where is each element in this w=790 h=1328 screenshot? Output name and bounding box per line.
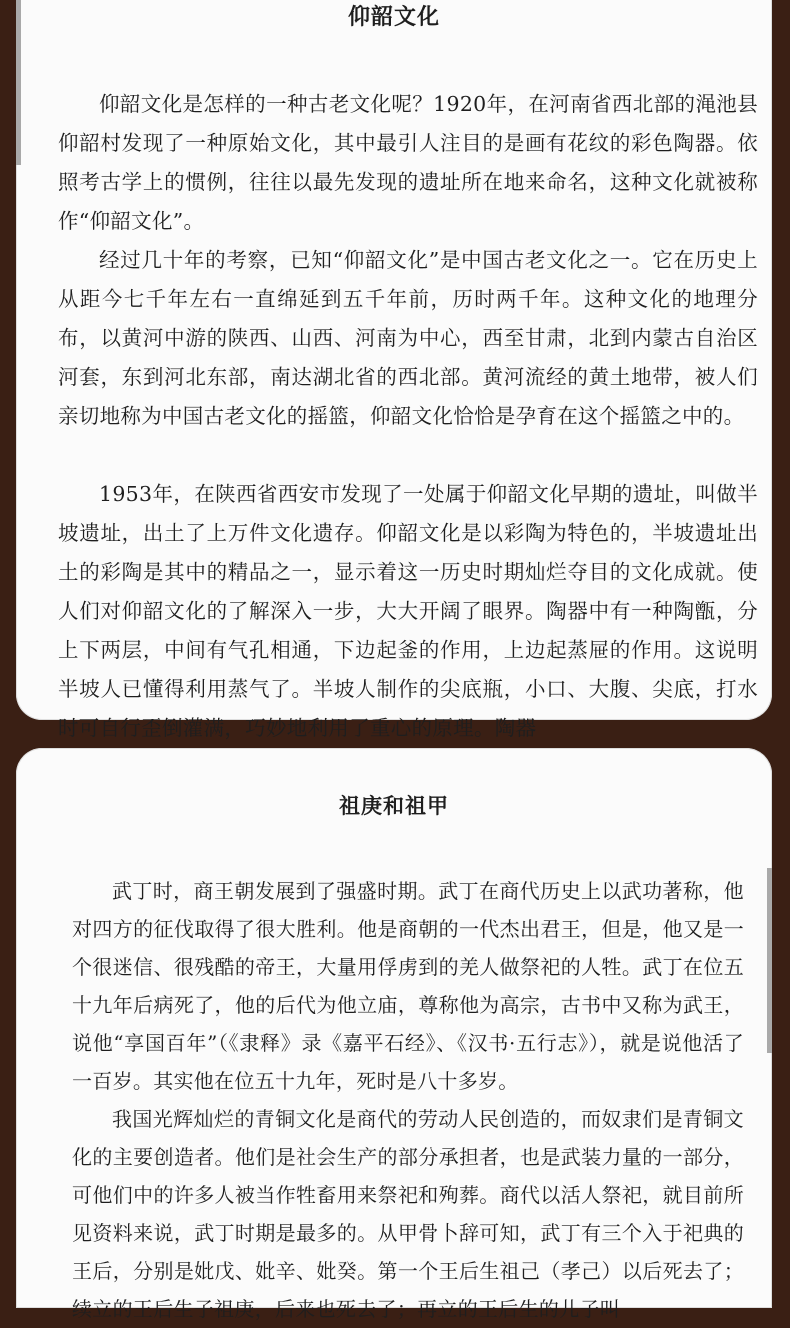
paragraph: 我国光辉灿烂的青铜文化是商代的劳动人民创造的，而奴隶们是青铜文化的主要创造者。他们是社会生产的部分承担者，也是武装力量的一部分，可他们中的许多人被当作牲畜用来祭祀和殉葬。商代以活人祭祀，就目前所见资料来说，武丁时期是最多的。从甲骨卜辞可知，武丁有三个入于祀典的王后，分别是妣戊、妣辛、妣癸。第一个王后生祖己（孝己）以后死去了；续立的王后生子祖庚，后来也死去了；再立的王后生的儿子叫 (72, 1107, 744, 1321)
bottom-book-page (16, 748, 772, 1321)
paragraph: 仰韶文化是怎样的一种古老文化呢？1920年，在河南省西北部的渑池县仰韶村发现了一种原始文化，其中最引人注目的是画有花纹的彩色陶器。依照考古学上的惯例，往往以最先发现的遗址所在地来命名，这种文化就被称作“仰韶文化”。 (58, 92, 758, 233)
paragraph: 武丁时，商王朝发展到了强盛时期。武丁在商代历史上以武功著称，他对四方的征伐取得了很大胜利。他是商朝的一代杰出君王，但是，他又是一个很迷信、很残酷的帝王，大量用俘虏到的羌人做祭祀的人牲。武丁在位五十九年后病死了，他的后代为他立庙，尊称他为高宗，古书中又称为武王，说他“享国百年”（《隶释》录《嘉平石经》、《汉书·五行志》），就是说他活了一百岁。其实他在位五十九年，死时是八十多岁。 (72, 879, 744, 1093)
page-title: 仰韶文化 (347, 4, 440, 30)
scrollbar[interactable] (16, 0, 21, 165)
top-book-page (16, 0, 772, 740)
paragraph: 1953年，在陕西省西安市发现了一处属于仰韶文化早期的遗址，叫做半坡遗址，出土了上万件文化遗存。仰韶文化是以彩陶为特色的，半坡遗址出土的彩陶是其中的精品之一，显示着这一历史时期灿烂夺目的文化成就。使人们对仰韶文化的了解深入一步，大大开阔了眼界。陶器中有一种陶甑，分上下两层，中间有气孔相通，下边起釜的作用，上边起蒸屉的作用。这说明半坡人已懂得利用蒸气了。半坡人制作的尖底瓶，小口、大腹、尖底，打水时可自行歪倒灌满，巧妙地利用了重心的原理。陶器 (58, 482, 758, 740)
paragraph: 经过几十年的考察，已知“仰韶文化”是中国古老文化之一。它在历史上从距今七千年左右一直绵延到五千年前，历时两千年。这种文化的地理分布，以黄河中游的陕西、山西、河南为中心，西至甘肃，北到内蒙古自治区河套，东到河北东部，南达湖北省的西北部。黄河流经的黄土地带，被人们亲切地称为中国古老文化的摇篮，仰韶文化恰恰是孕育在这个摇篮之中的。 (58, 248, 758, 428)
page-title: 祖庚和祖甲 (339, 793, 449, 818)
scrollbar[interactable] (767, 868, 772, 1053)
